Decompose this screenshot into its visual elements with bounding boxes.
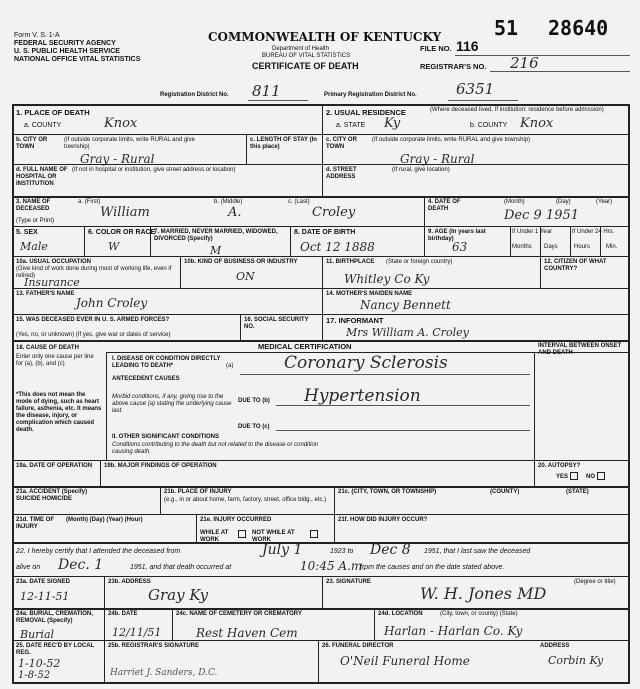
first-name: William — [100, 205, 150, 220]
deceased-name-note: (Type or Print) — [16, 218, 55, 224]
other-conditions-note: Conditions contributing to the death but not related to the disease or condition causing death. — [112, 442, 319, 455]
due-to-c-label: DUE TO (c) — [238, 424, 270, 430]
degree-label: (Degree or title) — [574, 579, 616, 585]
burial-location-note: (City, town, or county) (State) — [440, 611, 518, 617]
citizen-label: 12. CITIZEN OF WHAT COUNTRY? — [544, 259, 607, 272]
cause-line-a: Coronary Sclerosis — [284, 353, 448, 373]
place-of-injury-note: (e.g., in or about home, farm, factory, street, office bldg., etc.) — [164, 497, 327, 503]
reg-district-label: Registration District No. — [160, 92, 229, 98]
length-of-stay-label: c. LENGTH OF STAY (In this place) — [250, 137, 317, 150]
injury-time-label: 21d. TIME OF INJURY — [16, 517, 55, 530]
agency-line-3: NATIONAL OFFICE VITAL STATISTICS — [14, 56, 141, 63]
cemetery: Rest Haven Cem — [196, 626, 298, 640]
how-injury-label: 21f. HOW DID INJURY OCCUR? — [338, 517, 428, 523]
age-under-1-year: If Under 1 Year — [512, 229, 553, 235]
certificate-title: CERTIFICATE OF DEATH — [252, 61, 359, 71]
race-label: 6. COLOR OR RACE — [88, 229, 156, 236]
age-months: Months — [512, 244, 532, 250]
middle-name-label: b. (Middle) — [214, 199, 243, 205]
injury-city-label: 21c. (CITY, TOWN, OR TOWNSHIP) — [338, 489, 437, 495]
agency-block — [14, 32, 174, 64]
death-city-note: (If outside corporate limits, write RURAL and give township) — [64, 137, 195, 150]
residence-state-label: a. STATE — [336, 122, 366, 129]
date-signed-label: 23a. DATE SIGNED — [16, 579, 70, 585]
place-of-injury-label: 21b. PLACE OF INJURY — [164, 489, 232, 495]
disease-line-label: I. DISEASE OR CONDITION DIRECTLY LEADING TO DEATH* — [112, 356, 221, 369]
form-title: COMMONWEALTH OF KENTUCKY — [208, 30, 442, 44]
cause-side-note: *This does not mean the mode of dying, such as heart failure, asthenia, etc. It means the disease, injury, or complication which caused death. — [16, 392, 102, 433]
father-name: John Croley — [76, 296, 148, 310]
file-no: 116 — [456, 38, 479, 54]
cert-text-5: from the causes and on the date stated above. — [360, 564, 505, 571]
birth-date: Oct 12 1888 — [300, 240, 375, 254]
death-county-label: a. COUNTY — [24, 122, 62, 129]
morbid-note: Morbid conditions, if any, giving rise to the above cause (a) stating the underlying cause last. — [112, 394, 232, 414]
injury-occurred-label: 21e. INJURY OCCURRED — [200, 517, 272, 523]
age-min: Min. — [606, 244, 618, 250]
while-at-work-label: WHILE AT WORK — [200, 530, 229, 543]
date-signed: 12-11-51 — [20, 590, 70, 603]
autopsy-label: 20. AUTOPSY? — [538, 463, 581, 469]
burial-location-label: 24d. LOCATION — [378, 611, 423, 617]
first-name-label: a. (First) — [78, 199, 101, 205]
birthplace-label: 11. BIRTHPLACE — [326, 259, 375, 265]
funeral-address: Corbin Ky — [548, 654, 604, 667]
age-under-24-hrs: If Under 24 Hrs. — [572, 229, 615, 235]
cert-address: Gray Ky — [148, 586, 209, 604]
signature-label: 23. SIGNATURE — [326, 579, 371, 585]
operation-date-label: 19a. DATE OF OPERATION — [16, 463, 93, 469]
attended-from: July 1 — [262, 542, 303, 558]
mother-name: Nancy Bennett — [360, 298, 451, 312]
residence-street-note: (If rural, give location) — [392, 167, 450, 173]
primary-reg-label: Primary Registration District No. — [324, 92, 417, 98]
autopsy-no-checkbox — [597, 472, 605, 480]
informant: Mrs William A. Croley — [346, 326, 469, 339]
residence-state: Ky — [384, 116, 401, 131]
business-label: 10b. KIND OF BUSINESS OR INDUSTRY — [184, 259, 298, 265]
hospital-note: (If not in hospital or institution, give street address or location) — [72, 167, 236, 173]
burial-date-label: 24b. DATE — [108, 611, 138, 617]
line-a-marker: (a) — [226, 363, 234, 369]
cert-address-label: 23b. ADDRESS — [108, 579, 151, 585]
armed-forces-label: 15. WAS DECEASED EVER IN U. S. ARMED FORCES? — [16, 317, 170, 323]
birth-date-label: 8. DATE OF BIRTH — [294, 229, 356, 236]
bureau: BUREAU OF VITAL STATISTICS — [262, 53, 351, 59]
occupation-note: (Give kind of work done during most of working life, even if retired) — [16, 266, 172, 279]
registrar-no-label: REGISTRAR'S NO. — [420, 62, 487, 71]
birthplace: Whitley Co Ky — [344, 272, 430, 286]
file-no-label: FILE NO. — [420, 44, 452, 53]
sex: Male — [20, 240, 48, 253]
funeral-director: O'Neil Funeral Home — [340, 654, 470, 668]
medical-cert-heading: MEDICAL CERTIFICATION — [258, 342, 352, 351]
burial-label: 24a. BURIAL, CREMATION, REMOVAL (Specify) — [16, 611, 93, 624]
hospital-label: d. FULL NAME OF HOSPITAL OR INSTITUTION — [16, 167, 68, 187]
death-city: Gray - Rural — [80, 152, 155, 166]
burial-location: Harlan - Harlan Co. Ky — [384, 624, 523, 638]
residence-city: Gray - Rural — [400, 152, 475, 166]
alive-on: Dec. 1 — [58, 557, 104, 573]
age: 63 — [452, 240, 468, 254]
local-reg-date-label: 25. DATE REC'D BY LOCAL REG. — [16, 643, 95, 656]
registrar-no: 216 — [510, 54, 539, 72]
mother-label: 14. MOTHER'S MAIDEN NAME — [326, 291, 413, 297]
primary-reg: 6351 — [456, 80, 495, 98]
age-hours: Hours — [574, 244, 591, 250]
cemetery-label: 24c. NAME OF CEMETERY OR CREMATORY — [176, 611, 302, 617]
middle-name: A. — [228, 205, 242, 220]
residence-label: 2. USUAL RESIDENCE — [326, 108, 406, 117]
stamp-number-left: 51 — [494, 16, 519, 40]
death-time: 10:45 A.m. — [300, 559, 367, 573]
agency-line-2: U. S. PUBLIC HEALTH SERVICE — [14, 48, 120, 55]
cert-text-4: 1951, and that death occurred at — [130, 564, 232, 571]
month-label: (Month) — [504, 199, 525, 205]
cert-text-1: 22. I hereby certify that I attended the deceased from — [16, 548, 181, 555]
cause-note: Enter only one cause per line for (a), (b), and (c) — [16, 354, 94, 367]
funeral-address-label: ADDRESS — [540, 643, 570, 649]
local-reg-date: 1-10-52 — [18, 657, 61, 670]
autopsy-yes-label: YES — [556, 474, 569, 480]
bottom-date: 1-8-52 — [18, 670, 51, 681]
burial-date: 12/11/51 — [112, 626, 162, 639]
cert-text-2: 1951, that I last saw the deceased — [424, 548, 531, 555]
date-of-death-label: 4. DATE OF DEATH — [428, 199, 461, 212]
not-while-at-work-label: NOT WHILE AT WORK — [252, 530, 295, 543]
race: W — [108, 240, 120, 253]
marital-status: M — [210, 244, 222, 257]
autopsy-yes-checkbox — [570, 472, 578, 480]
armed-forces-note: (Yes, no, or unknown) (If yes, give war or dates of service) — [16, 332, 171, 338]
marital-label: 7. MARRIED, NEVER MARRIED, WIDOWED, DIVORCED (Specify) — [154, 229, 278, 242]
residence-city-note: (If outside corporate limits, write RURAL and give township) — [372, 137, 531, 143]
cause-of-death-label: 18. CAUSE OF DEATH — [16, 345, 79, 351]
place-of-death-label: 1. PLACE OF DEATH — [16, 108, 90, 117]
father-label: 13. FATHER'S NAME — [16, 291, 75, 297]
informant-label: 17. INFORMANT — [326, 316, 384, 325]
social-security-label: 16. SOCIAL SECURITY NO. — [244, 317, 309, 330]
residence-street-label: d. STREET ADDRESS — [326, 167, 357, 180]
occupation: Insurance — [24, 276, 80, 289]
business: ON — [236, 270, 255, 283]
department: Department of Health — [272, 46, 330, 52]
injury-state-label: (STATE) — [566, 489, 589, 495]
cert-text-3: alive on — [16, 564, 41, 571]
birthplace-note: (State or foreign country) — [386, 259, 453, 265]
last-name: Croley — [312, 205, 356, 220]
cert-year-1: 1923 to — [330, 548, 354, 555]
age-label: 9. AGE (In years last birthday) — [428, 229, 486, 242]
due-to-b-label: DUE TO (b) — [238, 398, 270, 404]
deceased-name-label: 3. NAME OF DECEASED — [16, 199, 51, 212]
interval-label: INTERVAL BETWEEN ONSET AND DEATH — [538, 343, 622, 356]
stamp-number-right: 28640 — [548, 16, 609, 40]
injury-county-label: (COUNTY) — [490, 489, 520, 495]
residence-county-label: b. COUNTY — [470, 122, 508, 129]
agency-line-1: FEDERAL SECURITY AGENCY — [14, 40, 116, 47]
physician-signature: W. H. Jones MD — [420, 584, 547, 603]
residence-city-label: c. CITY OR TOWN — [326, 137, 357, 150]
residence-county: Knox — [520, 116, 554, 131]
injury-time-parts: (Month) (Day) (Year) (Hour) — [66, 517, 143, 523]
date-of-death: Dec 9 1951 — [504, 208, 580, 223]
funeral-director-label: 26. FUNERAL DIRECTOR — [322, 643, 394, 649]
death-county: Knox — [104, 116, 138, 131]
sex-label: 5. SEX — [16, 229, 38, 236]
burial-type: Burial — [20, 628, 55, 641]
form-number: Form V. S. 1-A — [14, 32, 60, 39]
residence-note: (Where deceased lived. If institution: residence before admission) — [430, 107, 604, 113]
reg-district: 811 — [252, 82, 281, 100]
autopsy-no-label: NO — [586, 474, 595, 480]
attended-to: Dec 8 — [370, 542, 411, 558]
other-conditions-label: II. OTHER SIGNIFICANT CONDITIONS — [112, 434, 220, 440]
operation-findings-label: 19b. MAJOR FINDINGS OF OPERATION — [104, 463, 217, 469]
death-city-label: b. CITY OR TOWN — [16, 137, 48, 150]
occupation-label: 10a. USUAL OCCUPATION — [16, 259, 92, 265]
year-label: (Year) — [596, 199, 613, 205]
accident-label: 21a. ACCIDENT (Specify) SUICIDE HOMICIDE — [16, 489, 88, 502]
cause-line-b: Hypertension — [304, 386, 421, 406]
last-name-label: c. (Last) — [288, 199, 310, 205]
day-label: (Day) — [556, 199, 571, 205]
registrar-signature: Harriet J. Sanders, D.C. — [110, 668, 218, 678]
age-days: Days — [544, 244, 558, 250]
while-at-work-checkbox — [238, 530, 246, 538]
registrar-signature-label: 25b. REGISTRAR'S SIGNATURE — [108, 643, 199, 649]
not-while-at-work-checkbox — [310, 530, 318, 538]
antecedent-label: ANTECEDENT CAUSES — [112, 376, 180, 382]
